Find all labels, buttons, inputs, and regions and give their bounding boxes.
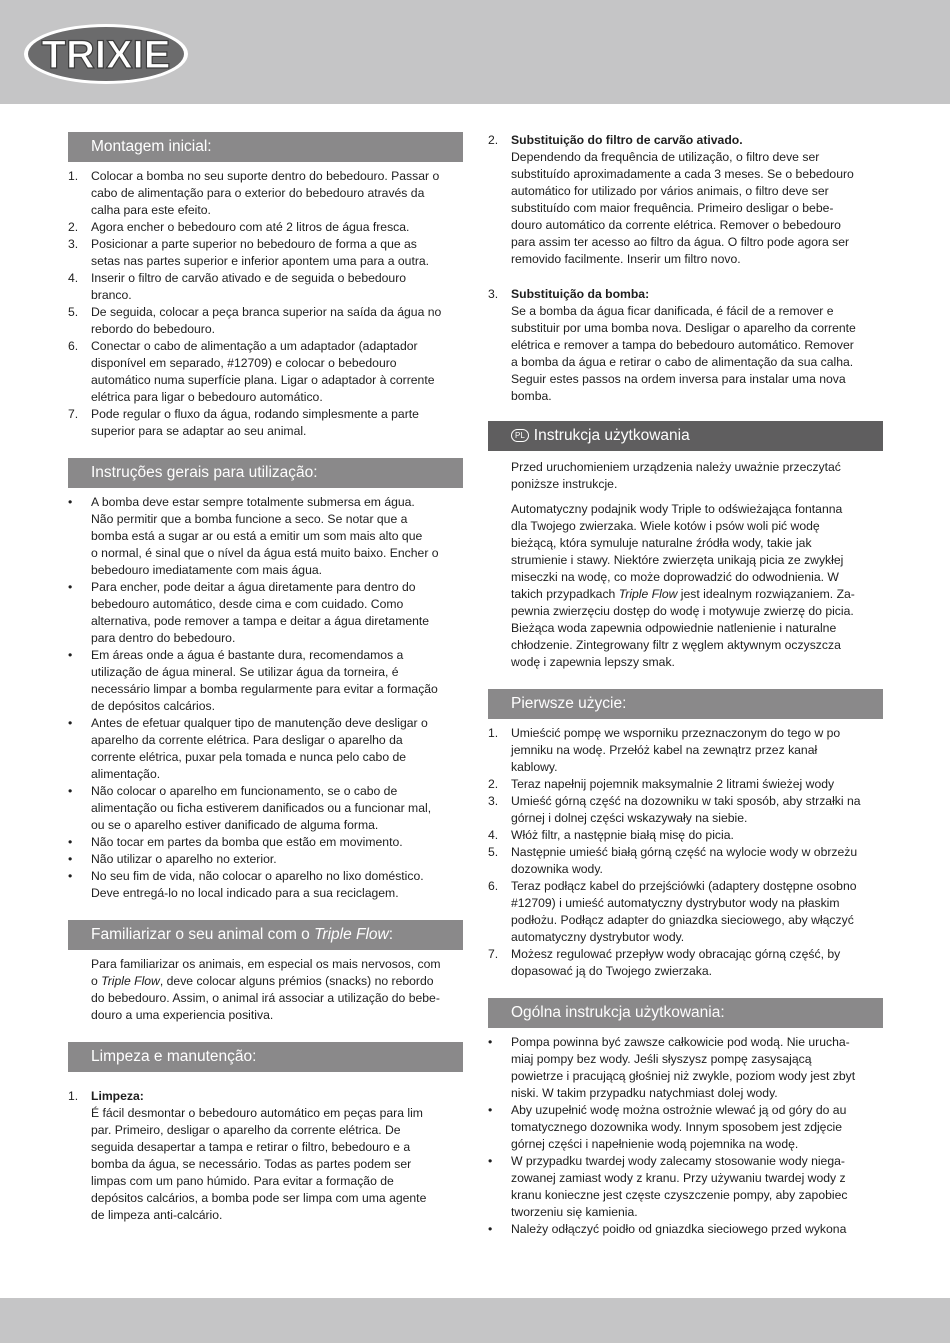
text-line: Teraz podłącz kabel do przejściówki (adaptery dostępne osobno	[511, 879, 857, 893]
text-line: Dependendo da frequência de utilização, o filtro deve ser	[511, 150, 820, 164]
text-line: Antes de efetuar qualquer tipo de manutenção deve desligar o	[91, 716, 428, 730]
item-number: 3.	[488, 794, 499, 808]
bullet-icon: •	[68, 580, 73, 594]
list-item	[68, 304, 463, 338]
text-line: a bomba da água e retirar o cabo de alimentação da sua calha.	[511, 355, 854, 369]
text-line: Agora encher o bebedouro com até 2 litros de água fresca.	[91, 220, 410, 234]
text-line: bomba está a sugar ar ou está a emitir um som mais alto que	[91, 529, 423, 543]
text-line: wodę i zapewnia lepszy smak.	[511, 655, 675, 669]
text-line: takich przypadkach Triple Flow jest idealnym rozwiązaniem. Za-	[511, 587, 855, 601]
item-number: 7.	[68, 407, 79, 421]
text-line: ou se o aparelho estiver danificado de alguma forma.	[91, 818, 379, 832]
text-line: W przypadku twardej wody zalecamy stosowanie wody niega-	[511, 1154, 845, 1168]
title-product: Triple Flow	[314, 926, 389, 943]
language-badge: PL	[511, 429, 529, 442]
bullet-icon: •	[68, 648, 73, 662]
bullet-icon: •	[68, 495, 73, 509]
section-header-familiarizar	[68, 920, 463, 950]
text-line: zowanej zamiast wody z kranu. Przy używaniu twardej wody z	[511, 1171, 846, 1185]
text-line: elétrica para ligar o bebedouro automático.	[91, 390, 323, 404]
text-line: automatyczny dystrybutor wody.	[511, 930, 685, 944]
text-line: substituir por uma bomba nova. Desligar o aparelho da corrente	[511, 321, 856, 335]
pierwsze-list	[488, 725, 883, 980]
text-line: Teraz napełnij pojemnik maksymalnie 2 litrami świeżej wody	[511, 777, 835, 791]
list-item	[488, 1221, 883, 1238]
bomba-item: 3. Substituição da bomba: Se a bomba da água ficar danificada, é fácil de a remover e substituir por uma bomba nova. Desligar o aparelho da corrente elétrica e remover a tampa do bebedouro automático. Remover a bomba da água e retirar o cabo de alimentação da sua calha. Seguir estes passos na ordem inversa para instalar uma nova bomba.	[488, 286, 883, 405]
title-prefix: Familiarizar o seu animal com o	[91, 926, 315, 943]
list-item	[488, 725, 883, 776]
bullet-icon: •	[488, 1103, 493, 1117]
text-line: removido facilmente. Inserir um filtro novo.	[511, 252, 741, 266]
text-line: bomba da água, se necessário. Todas as partes podem ser	[91, 1157, 412, 1171]
section-header-pl	[488, 421, 883, 451]
text-line: o Triple Flow, deve colocar alguns prémios (snacks) no rebordo	[91, 974, 434, 988]
title-suffix: :	[388, 926, 394, 943]
section-header-montagem: Montagem inicial:	[68, 132, 463, 162]
list-item	[488, 776, 883, 793]
text-line: par. Primeiro, desligar o aparelho da corrente elétrica. De	[91, 1123, 401, 1137]
text-line: pewnia zwierzęciu dostęp do wodę i motywuje zwierzę do picia.	[511, 604, 854, 618]
list-item	[68, 338, 463, 406]
text-line: bebedouro automático, desde cima e com cuidado. Como	[91, 597, 404, 611]
text-line: superior para se adaptar ao seu animal.	[91, 424, 307, 438]
text-line: É fácil desmontar o bebedouro automático em peças para lim	[91, 1106, 423, 1120]
list-item	[68, 715, 463, 783]
ogolna-list	[488, 1034, 883, 1238]
text-line: Colocar a bomba no seu suporte dentro do bebedouro. Passar o	[91, 169, 440, 183]
list-item	[68, 579, 463, 647]
text-line: dopasować ją do Twojego zwierzaka.	[511, 964, 712, 978]
text-line: rebordo do bebedouro.	[91, 322, 216, 336]
text-line: Não tocar em partes da bomba que estão em movimento.	[91, 835, 403, 849]
list-item	[68, 270, 463, 304]
right-column	[488, 132, 883, 1238]
text-line: dozownika wody.	[511, 862, 603, 876]
list-item	[68, 647, 463, 715]
item-number: 4.	[68, 271, 79, 285]
list-item	[68, 406, 463, 440]
item-number: 5.	[68, 305, 79, 319]
text-line: górnej części i napełnienie wodą pojemnika na wodę.	[511, 1137, 799, 1151]
list-item	[488, 878, 883, 946]
logo-text: TRIXIE	[41, 33, 171, 77]
bullet-icon: •	[68, 869, 73, 883]
pl-title: Instrukcja użytkowania	[533, 427, 690, 444]
item-number: 2.	[488, 777, 499, 791]
list-item	[488, 1034, 883, 1102]
list-item	[68, 494, 463, 579]
section-header-instrucoes: Instruções gerais para utilização:	[68, 458, 463, 488]
text-line: Umieść górną część na dozowniku w taki sposób, aby strzałki na	[511, 794, 861, 808]
instrucoes-list	[68, 494, 463, 902]
text-line: Deve entregá-lo no local indicado para a sua reciclagem.	[91, 886, 399, 900]
left-column	[68, 132, 463, 1224]
list-item	[68, 868, 463, 902]
text-line: Możesz regulować przepływ wody obracając górną część, by	[511, 947, 841, 961]
item-number: 3.	[68, 237, 79, 251]
text-line: Não permitir que a bomba funcione a seco. Se notar que a	[91, 512, 408, 526]
text-line: Em áreas onde a água é bastante dura, recomendamos a	[91, 648, 404, 662]
text-line: Pompa powinna być zawsze całkowicie pod wodą. Nie urucha-	[511, 1035, 850, 1049]
list-item	[488, 844, 883, 878]
text-line: Para encher, pode deitar a água diretamente para dentro do	[91, 580, 416, 594]
text-line: De seguida, colocar a peça branca superior na saída da água no	[91, 305, 442, 319]
text-line: Następnie umieść białą górną część na wylocie wody w obrzeżu	[511, 845, 858, 859]
item-number: 6.	[68, 339, 79, 353]
text-line: Conectar o cabo de alimentação a um adaptador (adaptador	[91, 339, 418, 353]
bullet-icon: •	[68, 784, 73, 798]
filtro-item: 2. Substituição do filtro de carvão ativado. Dependendo da frequência de utilização, o filtro deve ser substituído aproximadamente a cada 3 meses. Se o bebedouro automático for utilizado por vários animais, o filtro deve ser substituído com maior frequência. Primeiro desligar o bebe- douro automático da corrente elétrica. Remover o bebedouro para assim ter acesso ao filtro da água. O filtro pode agora ser removido facilmente. Inserir um filtro novo.	[488, 132, 883, 268]
section-header-pierwsze: Pierwsze użycie:	[488, 689, 883, 719]
text-line: Włóż filtr, a następnie białą misę do picia.	[511, 828, 734, 842]
item-number: 2.	[68, 220, 79, 234]
list-item	[68, 236, 463, 270]
montagem-list	[68, 168, 463, 440]
text-line: aparelho da corrente elétrica. Para desligar o aparelho da	[91, 733, 403, 747]
text-line: bieżącą, która symuluje naturalne źródła wody, takie jak	[511, 536, 812, 550]
text-line: automático numa superfície plana. Ligar o adaptador à corrente	[91, 373, 435, 387]
text-line: chłodzenie. Zintegrowany filtr z węglem aktywnym oczyszcza	[511, 638, 841, 652]
bullet-icon: •	[68, 716, 73, 730]
text-line: #12709) i umieść automatyczny dystrybutor wody na płaskim	[511, 896, 840, 910]
text-line: Automatyczny podajnik wody Triple to odświeżająca fontanna	[511, 502, 843, 516]
bullet-icon: •	[68, 835, 73, 849]
text-line: bomba.	[511, 389, 552, 403]
list-item	[488, 827, 883, 844]
list-item	[488, 1153, 883, 1221]
text-line: Aby uzupełnić wodę można ostrożnie wlewać ją od góry do au	[511, 1103, 847, 1117]
text-line: A bomba deve estar sempre totalmente submersa em água.	[91, 495, 415, 509]
text-line: jemniku na wodę. Przełóż kabel na zewnątrz przez kanał	[511, 743, 818, 757]
text-line: Se a bomba da água ficar danificada, é fácil de a remover e	[511, 304, 834, 318]
bullet-icon: •	[488, 1222, 493, 1236]
section-header-limpeza: Limpeza e manutenção:	[68, 1042, 463, 1072]
text-line: para assim ter acesso ao filtro da água. O filtro pode agora ser	[511, 235, 850, 249]
text-line: Inserir o filtro de carvão ativado e de seguida o bebedouro	[91, 271, 407, 285]
text-line: de limpeza anti-calcário.	[91, 1208, 223, 1222]
limpeza-item: 1. Limpeza: É fácil desmontar o bebedouro automático em peças para lim par. Primeiro, desligar o aparelho da corrente elétrica. De seguida desapertar a tampa e retirar o filtro, bebedouro e a bomba da água, se necessário. Todas as partes podem ser limpas com um pano húmido. Para evitar a formação de depósitos calcários, a bomba pode ser limpa com uma agente de limpeza anti-calcário.	[68, 1088, 463, 1224]
text-line: alimentação.	[91, 767, 161, 781]
text-line: disponível em separado, #12709) e colocar o bebedouro	[91, 356, 397, 370]
text-line: branco.	[91, 288, 132, 302]
text-line: niski. W takim przypadku natychmiast dolej wody.	[511, 1086, 778, 1100]
item-number: 5.	[488, 845, 499, 859]
text-line: do bebedouro. Assim, o animal irá associar a utilização do bebe-	[91, 991, 440, 1005]
text-line: podłożu. Podłącz adapter do gniazdka sieciowego, aby włączyć	[511, 913, 854, 927]
list-item	[68, 168, 463, 219]
item-number: 4.	[488, 828, 499, 842]
text-line: dla Twojego zwierzaka. Wiele kotów i psów woli pić wodę	[511, 519, 820, 533]
text-line: poniższe instrukcje.	[511, 477, 618, 491]
text-line: de depósitos calcários.	[91, 699, 215, 713]
text-line: para dentro do bebedouro.	[91, 631, 236, 645]
list-item	[488, 946, 883, 980]
filtro-heading: Substituição do filtro de carvão ativado.	[511, 133, 743, 147]
text-line: Para familiarizar os animais, em especial os mais nervosos, com	[91, 957, 441, 971]
text-line: o normal, é sinal que o nível da água está muito baixo. Encher o	[91, 546, 439, 560]
text-line: automático for utilizado por vários animais, o filtro deve ser	[511, 184, 829, 198]
text-line: strumienie i stawy. Niektóre zwierzęta unikają picia ze zwykłej	[511, 553, 844, 567]
trixie-logo	[22, 22, 190, 86]
pl-paragraph	[488, 501, 883, 671]
list-item	[68, 219, 463, 236]
item-number: 7.	[488, 947, 499, 961]
text-line: tomatycznego dozownika wody. Innym sposobem jest zdjęcie	[511, 1120, 843, 1134]
list-item	[488, 1102, 883, 1153]
text-line: calha para este efeito.	[91, 203, 211, 217]
bullet-icon: •	[68, 852, 73, 866]
text-line: powietrze i pracującą głośniej niż zwykle, poziom wody jest zbyt	[511, 1069, 856, 1083]
item-number: 1.	[68, 169, 79, 183]
text-line: Não colocar o aparelho em funcionamento, se o cabo de	[91, 784, 398, 798]
text-line: bebedouro imediatamente com mais água.	[91, 563, 323, 577]
pl-intro	[488, 459, 883, 493]
limpeza-heading: Limpeza:	[91, 1089, 144, 1103]
item-number: 6.	[488, 879, 499, 893]
text-line: douro automático da corrente elétrica. Remover o bebedouro	[511, 218, 841, 232]
text-line: alimentação ou ficha estiverem danificados ou a funcionar mal,	[91, 801, 432, 815]
text-line: elétrica e remover a tampa do bebedouro automático. Remover	[511, 338, 854, 352]
text-line: No seu fim de vida, não colocar o aparelho no lixo doméstico.	[91, 869, 424, 883]
text-line: depósitos calcários, a bomba pode ser limpa com uma agente	[91, 1191, 427, 1205]
text-line: Posicionar a parte superior no bebedouro de forma a que as	[91, 237, 417, 251]
text-line: Należy odłączyć poidło od gniazdka sieciowego przed wykona	[511, 1222, 847, 1236]
bomba-heading: Substituição da bomba:	[511, 287, 650, 301]
text-line: Umieścić pompę we wsporniku przeznaczonym do tego w po	[511, 726, 841, 740]
section-header-ogolna: Ogólna instrukcja użytkowania:	[488, 998, 883, 1028]
text-line: substituído aproximadamente a cada 3 meses. Se o bebedouro	[511, 167, 854, 181]
text-line: Seguir estes passos na ordem inversa para instalar uma nova	[511, 372, 846, 386]
text-line: miseczki na wodę, co może doprowadzić do odwodnienia. W	[511, 570, 839, 584]
text-line: douro a uma experiencia positiva.	[91, 1008, 274, 1022]
list-item	[488, 793, 883, 827]
text-line: Não utilizar o aparelho no exterior.	[91, 852, 277, 866]
text-line: Pode regular o fluxo da água, rodando simplesmente a parte	[91, 407, 419, 421]
text-line: kablowy.	[511, 760, 558, 774]
text-line: miaj pompy bez wody. Jeśli słyszysz pompę zasysającą	[511, 1052, 812, 1066]
bullet-icon: •	[488, 1154, 493, 1168]
list-item	[68, 851, 463, 868]
text-line: Bieżąca woda zapewnia odpowiednie natlenienie i naturalne	[511, 621, 837, 635]
text-line: seguida desapertar a tampa e retirar o filtro, bebedouro e a	[91, 1140, 411, 1154]
text-line: necessário limpar a bomba regularmente para evitar a formação	[91, 682, 438, 696]
text-line: limpas com um pano húmido. Para evitar a formação de	[91, 1174, 394, 1188]
item-number: 1.	[488, 726, 499, 740]
text-line: cabo de alimentação para o exterior do bebedouro através da	[91, 186, 425, 200]
familiarizar-paragraph	[68, 956, 463, 1024]
list-item	[68, 783, 463, 834]
text-line: kranu konieczne jest częste czyszczenie pompy, aby zapobiec	[511, 1188, 848, 1202]
text-line: corrente elétrica, puxar pela tomada e nunca pelo cabo de	[91, 750, 407, 764]
text-line: setas nas partes superior e inferior apontem uma para a outra.	[91, 254, 430, 268]
bullet-icon: •	[488, 1035, 493, 1049]
text-line: substituído com maior frequência. Primeiro desligar o bebe-	[511, 201, 834, 215]
text-line: górnej i dolnej części wskazywały na siebie.	[511, 811, 748, 825]
text-line: Przed uruchomieniem urządzenia należy uważnie przeczytać	[511, 460, 841, 474]
text-line: utilização de água mineral. Se utilizar água da torneira, é	[91, 665, 399, 679]
text-line: tworzeniu się kamienia.	[511, 1205, 638, 1219]
list-item	[68, 834, 463, 851]
text-line: alternativa, pode remover a tampa e deitar a água diretamente	[91, 614, 430, 628]
footer-band	[0, 1298, 950, 1343]
